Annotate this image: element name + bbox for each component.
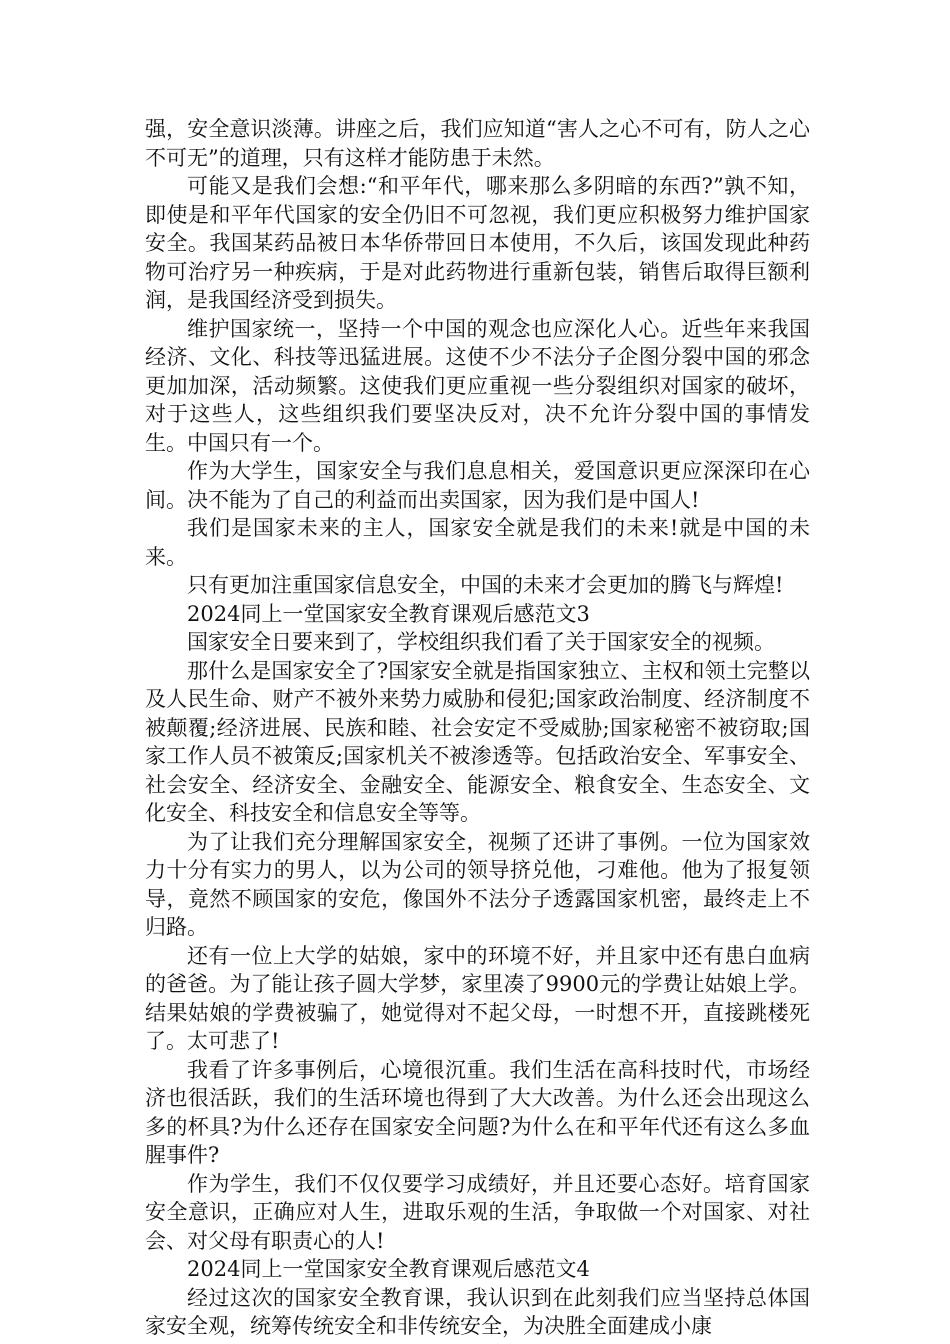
paragraph-9: 为了让我们充分理解国家安全，视频了还讲了事例。一位为国家效力十分有实力的男人，以为公司的领导挤兑他，刁难他。他为了报复领导，竟然不顾国家的安危，像国外不法分子透露国家机密，最终走上不归路。 [145, 829, 810, 939]
paragraph-7: 国家安全日要来到了，学校组织我们看了关于国家安全的视频。 [187, 630, 775, 654]
section-heading-4: 2024同上一堂国家安全教育课观后感范文4 [187, 1257, 590, 1281]
paragraph-8: 那什么是国家安全了?国家安全就是指国家独立、主权和领土完整以及人民生命、财产不被外来势力威胁和侵犯;国家政治制度、经济制度不被颠覆;经济进展、民族和睦、社会安定不受威胁;国家秘密不被窃取;国家工作人员不被策反;国家机关不被渗透等。包括政治安全、军事安全、社会安全、经济安全、金融安全、能源安全、粮食安全、生态安全、文化安全、科技安全和信息安全等等。 [145, 658, 810, 825]
paragraph-10: 还有一位上大学的姑娘，家中的环境不好，并且家中还有患白血病的爸爸。为了能让孩子圆大学梦，家里凑了9900元的学费让姑娘上学。结果姑娘的学费被骗了，她觉得对不起父母，一时想不开，直接跳楼死了。太可悲了! [145, 943, 810, 1053]
section-heading-3: 2024同上一堂国家安全教育课观后感范文3 [187, 601, 590, 626]
paragraph-11: 我看了许多事例后，心境很沉重。我们生活在高科技时代，市场经济也很活跃，我们的生活环境也得到了大大改善。为什么还会出现这么多的杯具?为什么还存在国家安全问题?为什么在和平年代还有这么多血腥事件? [145, 1057, 810, 1167]
paragraph-5: 我们是国家未来的主人，国家安全就是我们的未来!就是中国的未来。 [145, 516, 810, 569]
document-page [145, 115, 810, 1341]
paragraph-2: 可能又是我们会想:“和平年代，哪来那么多阴暗的东西?”孰不知，即使是和平年代国家的安全仍旧不可忽视，我们更应积极努力维护国家安全。我国某药品被日本华侨带回日本使用，不久后，该国发现此种药物可治疗另一种疾病，于是对此药物进行重新包装，销售后取得巨额利润，是我国经济受到损失。 [145, 174, 810, 312]
paragraph-6: 只有更加注重国家信息安全，中国的未来才会更加的腾飞与辉煌! [187, 573, 784, 597]
paragraph-3: 维护国家统一，坚持一个中国的观念也应深化人心。近些年来我国经济、文化、科技等迅猛进展。这使不少不法分子企图分裂中国的邪念更加加深，活动频繁。这使我们更应重视一些分裂组织对国家的破坏，对于这些人，这些组织我们要坚决反对，决不允许分裂中国的事情发生。中国只有一个。 [145, 316, 810, 455]
paragraph-1: 强，安全意识淡薄。讲座之后，我们应知道“害人之心不可有，防人之心不可无”的道理，只有这样才能防患于未然。 [145, 117, 810, 170]
paragraph-12: 作为学生，我们不仅仅要学习成绩好，并且还要心态好。培育国家安全意识，正确应对人生，进取乐观的生活，争取做一个对国家、对社会、对父母有职责心的人! [145, 1171, 810, 1253]
paragraph-4: 作为大学生，国家安全与我们息息相关，爱国意识更应深深印在心间。决不能为了自己的利益而出卖国家，因为我们是中国人! [145, 459, 810, 512]
paragraph-13: 经过这次的国家安全教育课，我认识到在此刻我们应当坚持总体国家安全观，统筹传统安全和非传统安全，为决胜全面建成小康 [145, 1285, 810, 1338]
